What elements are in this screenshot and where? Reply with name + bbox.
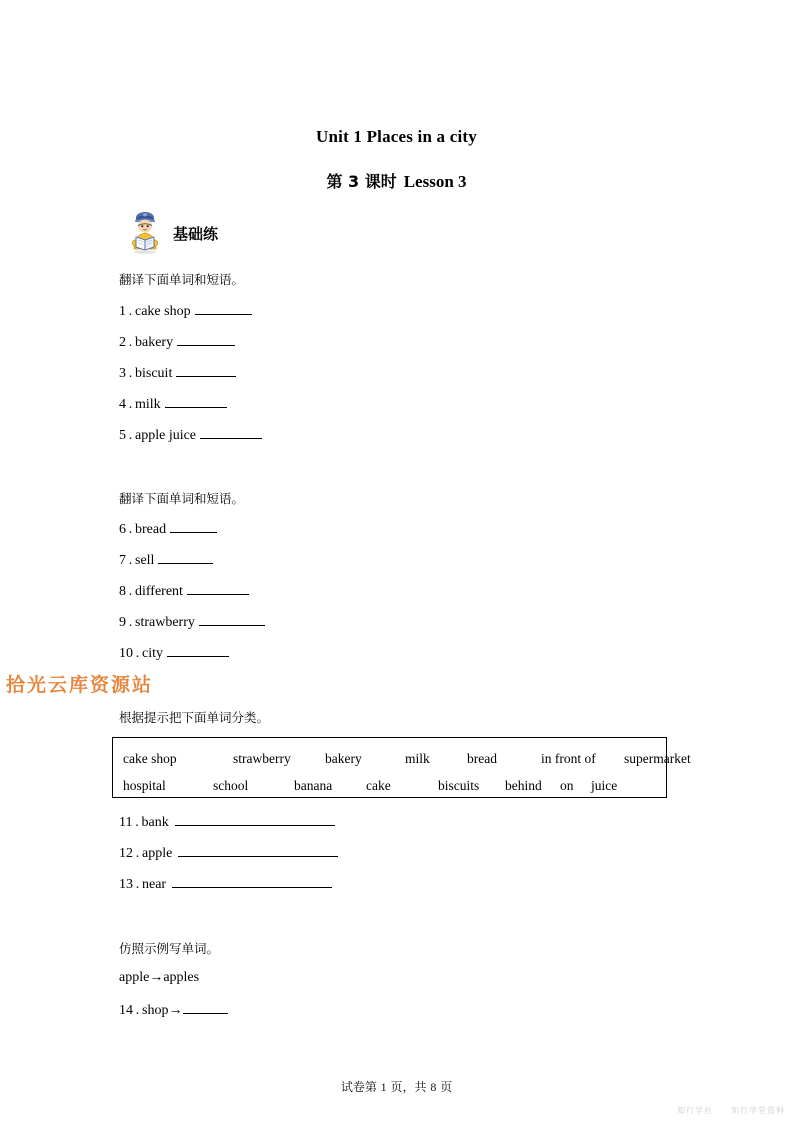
footer-page-number: 1 (380, 1080, 387, 1094)
group1-prompt: 翻译下面单词和短语。 (119, 272, 245, 287)
question-2-text: bakery (135, 335, 174, 350)
question-1: 1 . cake shop (119, 303, 252, 319)
word-bank-item: on (560, 778, 574, 793)
word-bank-item: supermarket (624, 751, 691, 766)
question-3: 3 . biscuit (119, 365, 236, 381)
question-11-text: bank (141, 815, 169, 830)
question-12: 12 . apple (119, 845, 338, 861)
footer-suffix: 页 (440, 1080, 453, 1094)
word-bank-item: strawberry (233, 751, 291, 766)
question-11-number: 11 (119, 815, 133, 830)
question-14: 14 . shop→ (119, 1002, 228, 1018)
question-9-number: 9 (119, 615, 126, 630)
word-bank-item: banana (294, 778, 333, 793)
question-8-number: 8 (119, 584, 126, 599)
question-8: 8 . different (119, 583, 249, 599)
question-10-text: city (142, 646, 163, 661)
question-10-number: 10 (119, 646, 133, 661)
plural-example: apple→apples (119, 970, 200, 985)
subtitle-lesson-en: Lesson 3 (403, 172, 467, 191)
question-14-number: 14 (119, 1003, 133, 1018)
answer-blank-13[interactable] (172, 876, 332, 888)
watermark-br-text-2: 知行学堂资料 (731, 1106, 785, 1115)
answer-blank-4[interactable] (165, 396, 227, 408)
question-13-number: 13 (119, 877, 133, 892)
word-bank-row-1 (123, 752, 691, 766)
word-bank-item: behind (505, 778, 542, 793)
question-7-number: 7 (119, 553, 126, 568)
question-14-text: shop→ (142, 1003, 183, 1018)
word-bank-item: cake (366, 778, 391, 793)
word-bank-item: in front of (541, 751, 596, 766)
answer-blank-11[interactable] (175, 814, 335, 826)
word-bank-item: juice (591, 778, 618, 793)
watermark-bottom-right (677, 1105, 785, 1116)
answer-blank-2[interactable] (177, 334, 235, 346)
watermark-br-text-1: 知行学社 (677, 1106, 713, 1115)
footer-middle: 页，共 (390, 1080, 427, 1094)
section-label: 基础练 (173, 224, 219, 243)
answer-blank-10[interactable] (167, 645, 229, 657)
question-5-number: 5 (119, 428, 126, 443)
answer-blank-5[interactable] (200, 427, 262, 439)
answer-blank-7[interactable] (158, 552, 213, 564)
answer-blank-8[interactable] (187, 583, 249, 595)
group2-prompt: 翻译下面单词和短语。 (119, 491, 245, 506)
question-2: 2 . bakery (119, 334, 235, 350)
question-12-number: 12 (119, 846, 133, 861)
footer-prefix: 试卷第 (340, 1080, 377, 1094)
question-6: 6 . bread (119, 521, 217, 537)
word-bank-item: hospital (123, 778, 166, 793)
question-11: 11 . bank (119, 814, 335, 830)
question-13: 13 . near (119, 876, 332, 892)
question-12-text: apple (142, 846, 173, 861)
word-bank-item: cake shop (123, 751, 177, 766)
answer-blank-1[interactable] (195, 303, 252, 315)
word-bank-row-2 (123, 779, 617, 793)
question-3-number: 3 (119, 366, 126, 381)
question-1-text: cake shop (135, 304, 191, 319)
question-9: 9 . strawberry (119, 614, 265, 630)
classify-prompt: 根据提示把下面单词分类。 (119, 710, 270, 725)
answer-blank-12[interactable] (178, 845, 338, 857)
watermark-left: 拾光云库资源站 (6, 674, 154, 696)
question-10: 10 . city (119, 645, 229, 661)
question-5: 5 . apple juice (119, 427, 262, 443)
question-9-text: strawberry (135, 615, 195, 630)
question-13-text: near (142, 877, 167, 892)
page-title: Unit 1 Places in a city (316, 127, 477, 146)
question-5-text: apple juice (135, 428, 197, 443)
plural-prompt: 仿照示例写单词。 (119, 941, 220, 956)
question-1-number: 1 (119, 304, 126, 319)
word-bank-item: milk (405, 751, 430, 766)
question-6-number: 6 (119, 522, 126, 537)
answer-blank-14[interactable] (183, 1002, 228, 1014)
word-bank-box (112, 737, 691, 798)
question-4-text: milk (135, 397, 161, 412)
answer-blank-9[interactable] (199, 614, 265, 626)
answer-blank-3[interactable] (176, 365, 236, 377)
student-reading-book-icon (126, 209, 164, 255)
question-6-text: bread (135, 522, 167, 537)
question-7: 7 . sell (119, 552, 213, 568)
question-8-text: different (135, 584, 183, 599)
question-3-text: biscuit (135, 366, 173, 381)
page-subtitle (0, 169, 793, 192)
question-4: 4 . milk (119, 396, 227, 412)
word-bank-item: biscuits (438, 778, 480, 793)
word-bank-item: bread (467, 751, 497, 766)
footer-total-pages: 8 (430, 1080, 437, 1094)
section-badge (126, 209, 218, 255)
question-7-text: sell (135, 553, 155, 568)
question-4-number: 4 (119, 397, 126, 412)
answer-blank-6[interactable] (170, 521, 217, 533)
page-footer (0, 1078, 793, 1095)
question-2-number: 2 (119, 335, 126, 350)
subtitle-lesson-cn: 第 3 课时 (326, 172, 397, 191)
word-bank-item: school (213, 778, 249, 793)
word-bank-item: bakery (325, 751, 362, 766)
